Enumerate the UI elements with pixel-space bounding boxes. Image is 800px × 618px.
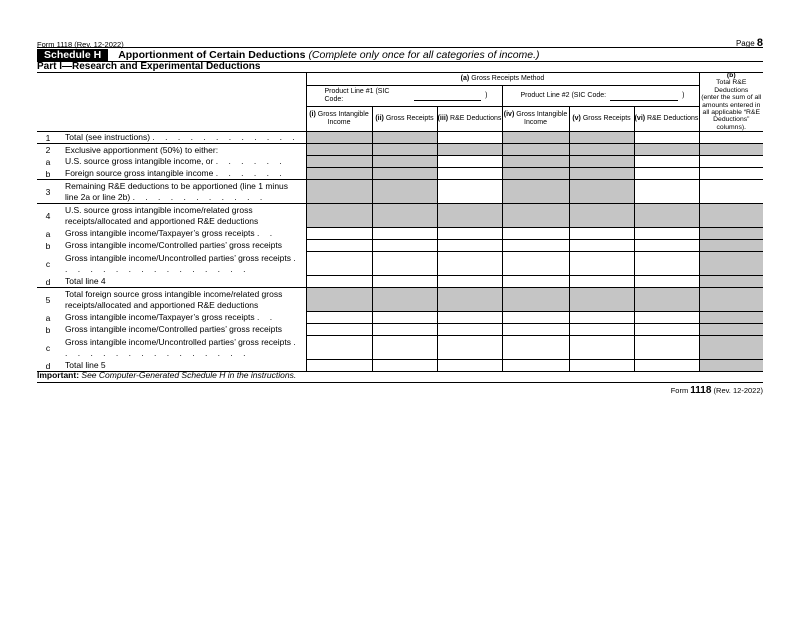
table-row: c Gross intangible income/Uncontrolled parties’ gross receipts . . . . . . . . . . . . . . . .: [37, 252, 763, 276]
table-row: 4 U.S. source gross intangible income/related gross receipts/allocated and apportioned R&E deductions: [37, 204, 763, 228]
schedule-tag: Schedule H: [37, 49, 108, 61]
page-footer: Form 1118 (Rev. 12-2022): [670, 385, 763, 396]
line-1-col-i: [306, 132, 372, 144]
sic-code-1-field[interactable]: [414, 92, 482, 101]
table-row: 3 Remaining R&E deductions to be apportioned (line 1 minus line 2a or line 2b) . . . . . . . . . . .: [37, 180, 763, 204]
table-row: c Gross intangible income/Uncontrolled parties’ gross receipts . . . . . . . . . . . . . . . .: [37, 336, 763, 360]
table-row: b Gross intangible income/Controlled parties’ gross receipts: [37, 240, 763, 252]
col-ii-header: (ii) Gross Receipts: [372, 107, 437, 132]
col-b-header: (b) Total R&E Deductions (enter the sum of all amounts entered in all applicable “R&E Deductions” columns).: [699, 72, 763, 132]
sic-code-2-field[interactable]: [610, 92, 678, 101]
table-row: d Total line 4: [37, 276, 763, 288]
important-note: Important: See Computer-Generated Schedule H in the instructions.: [37, 370, 297, 380]
table-row: a Gross intangible income/Taxpayer’s gross receipts . .: [37, 228, 763, 240]
line-2a-col-b[interactable]: [699, 156, 763, 168]
product-line-2: Product Line #2 (SIC Code: ): [502, 86, 699, 107]
line-3-col-vi[interactable]: [634, 180, 699, 204]
schedule-subtitle: (Complete only once for all categories of income.): [308, 48, 540, 61]
line-1-col-iv: [502, 132, 569, 144]
col-vi-header: (vi) R&E Deductions: [634, 107, 699, 132]
line-1-col-b[interactable]: [699, 132, 763, 144]
table-row: b Foreign source gross intangible income . . . . . .: [37, 168, 763, 180]
col-i-header: (i) Gross Intangible Income: [306, 107, 372, 132]
line-2b-col-iii[interactable]: [437, 168, 502, 180]
table-row: 2 Exclusive apportionment (50%) to either:: [37, 144, 763, 156]
footer-rule: [37, 382, 763, 383]
table-row: b Gross intangible income/Controlled parties’ gross receipts: [37, 324, 763, 336]
page-number: Page 8: [735, 37, 763, 49]
line-1-col-v: [569, 132, 634, 144]
table-row: a Gross intangible income/Taxpayer’s gross receipts . .: [37, 312, 763, 324]
schedule-h-table: [37, 72, 763, 372]
col-v-header: (v) Gross Receipts: [569, 107, 634, 132]
form-id: Form 1118 (Rev. 12-2022): [37, 40, 124, 49]
table-row: d Total line 5: [37, 360, 763, 372]
col-a-header: (a) Gross Receipts Method: [306, 72, 699, 86]
schedule-title: Apportionment of Certain Deductions (Complete only once for all categories of income.): [118, 48, 540, 61]
table-row: 1 Total (see instructions) . . . . . . . . . . . .: [37, 132, 763, 144]
schedule-header: [37, 47, 763, 62]
line-1-col-ii: [372, 132, 437, 144]
line-2a-col-vi[interactable]: [634, 156, 699, 168]
product-line-1: Product Line #1 (SIC Code: ): [306, 86, 502, 107]
part-title: Part I—Research and Experimental Deductions: [37, 61, 763, 73]
col-iv-header: (iv) Gross Intangible Income: [502, 107, 569, 132]
line-1-col-iii[interactable]: [437, 132, 502, 144]
line-3-col-b[interactable]: [699, 180, 763, 204]
line-3-col-iii[interactable]: [437, 180, 502, 204]
line-1-col-vi[interactable]: [634, 132, 699, 144]
line-2b-col-b[interactable]: [699, 168, 763, 180]
table-row: 5 Total foreign source gross intangible income/related gross receipts/allocated and apportioned R&E deductions: [37, 288, 763, 312]
line-2a-col-iii[interactable]: [437, 156, 502, 168]
col-iii-header: (iii) R&E Deductions: [437, 107, 502, 132]
line-2b-col-vi[interactable]: [634, 168, 699, 180]
table-row: a U.S. source gross intangible income, or . . . . . .: [37, 156, 763, 168]
